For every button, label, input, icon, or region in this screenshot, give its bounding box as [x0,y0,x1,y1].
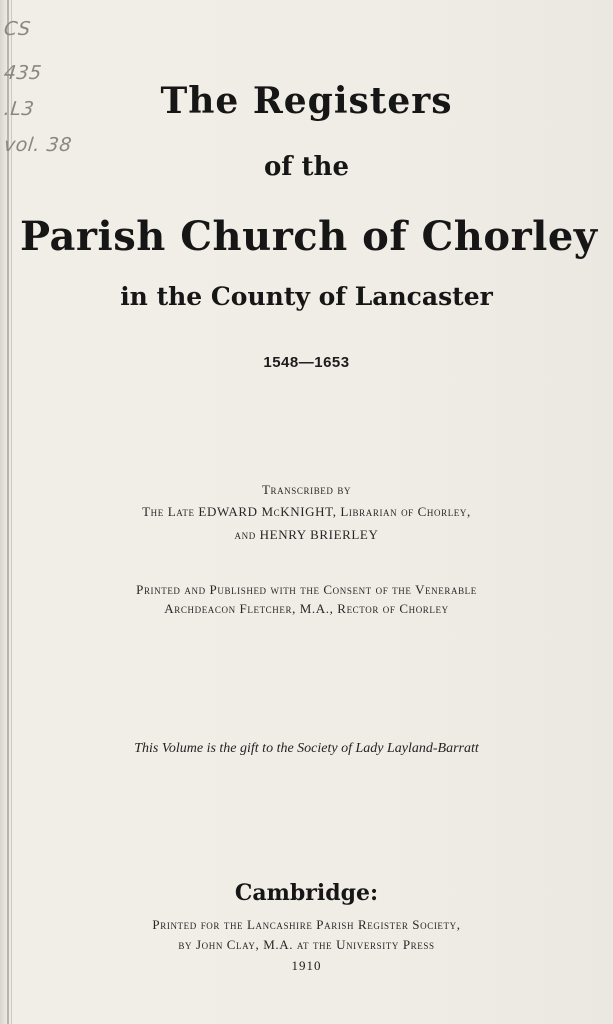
imprint-printer-line1: Printed for the Lancashire Parish Register Society, [152,917,461,932]
transcribed-by-label: Transcribed by [261,482,352,497]
transcriber-brierley: and HENRY BRIERLEY [234,527,379,542]
marginal-note-cutter: .L3 [2,98,36,120]
imprint-place: Cambridge: [234,880,379,906]
title-line-of-the: of the [263,152,350,182]
imprint-year: 1910 [291,958,322,973]
imprint-printer-line2: by John Clay, M.A. at the University Press [178,937,435,952]
transcriber-mcknight: The Late EDWARD McKNIGHT, Librarian of Chorley, [142,504,471,519]
gift-note: This Volume is the gift to the Society of Lady Layland-Barratt [134,741,479,756]
publication-consent-line2: Archdeacon Fletcher, M.A., Rector of Chorley [164,601,449,616]
publication-consent-line1: Printed and Published with the Consent of the Venerable [136,582,477,597]
title-line-registers: The Registers [160,80,453,122]
marginal-note-volume: vol. 38 [2,134,74,156]
title-line-county: in the County of Lancaster [120,282,493,311]
date-range: 1548—1653 [263,354,350,371]
marginal-note-call-letters: CS [2,18,32,40]
marginal-note-number: 435 [2,62,43,84]
title-line-parish-church: Parish Church of Chorley [20,213,598,260]
